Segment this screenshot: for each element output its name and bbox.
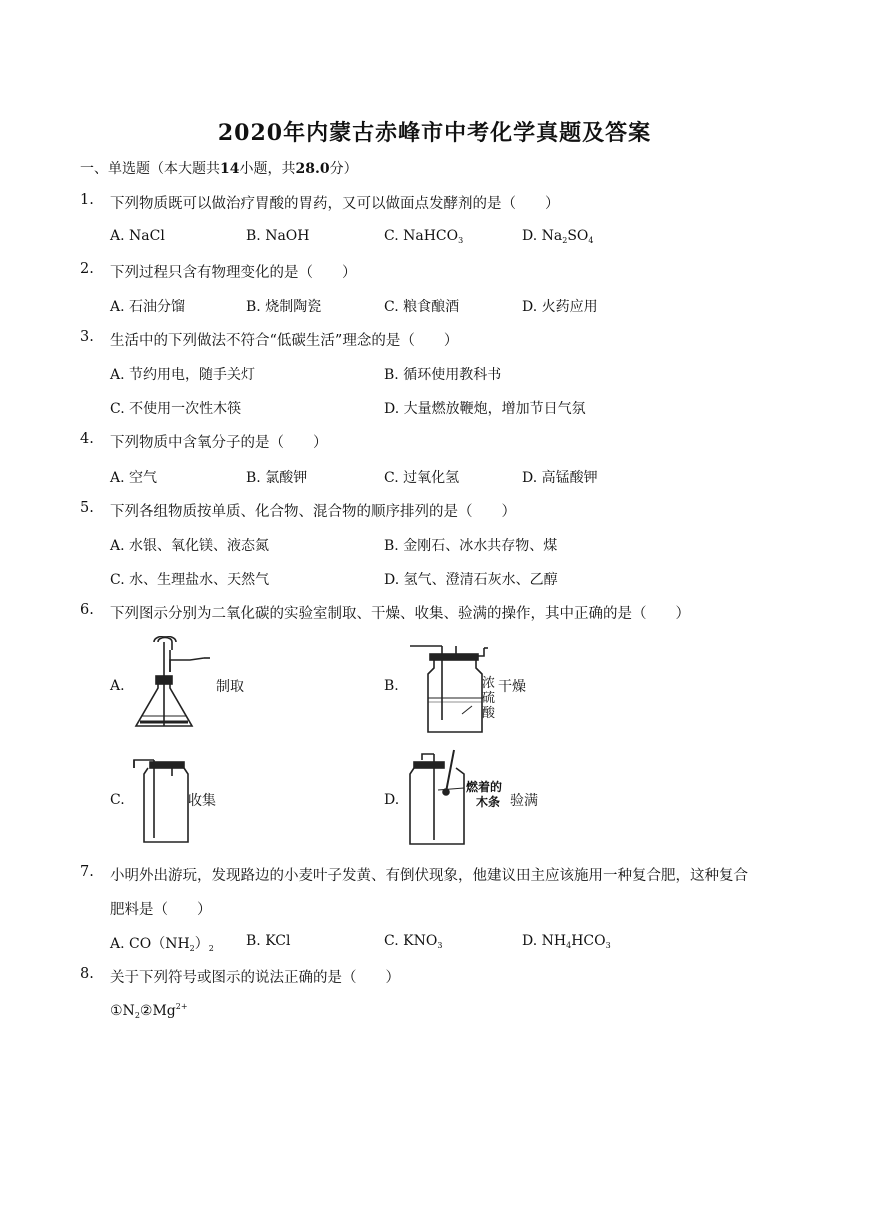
q1-option-c-sub: 3 [458, 236, 464, 245]
q7-option-a-text2: ） [194, 936, 209, 952]
q5-option-d: D. 氢气、澄清石灰水、乙醇 [384, 572, 558, 588]
q6-label-a: 制取 [216, 679, 244, 695]
q7-option-a [110, 933, 214, 953]
q1-option-c [384, 228, 463, 245]
q4-stem: 下列物质中含氧分子的是（ ） [110, 435, 328, 451]
q2-option-a: A. 石油分馏 [110, 299, 186, 315]
q7-number: 7. [80, 864, 94, 880]
q8-symbol-2: ②Mg [139, 1003, 176, 1019]
q4-option-c: C. 过氧化氢 [384, 470, 460, 486]
q7-stem-line1: 小明外出游玩，发现路边的小麦叶子发黄、有倒伏现象，他建议田主应该施用一种复合肥，这种复合 [110, 868, 748, 884]
burning-splint-label [466, 780, 502, 810]
q1-option-d-text2: SO [567, 228, 589, 244]
q1-number: 1. [80, 192, 94, 208]
acid-label-2: 硫 [482, 691, 496, 706]
q1-option-d [522, 228, 594, 245]
q2-stem: 下列过程只含有物理变化的是（ ） [110, 265, 357, 281]
q3-number: 3. [80, 329, 94, 345]
q8-symbol-1-sub: 2 [134, 1011, 140, 1020]
section-score: 28.0 [295, 161, 330, 177]
q7-option-d-sub2: 3 [605, 941, 611, 950]
section-mid: 小题，共 [239, 161, 296, 177]
q4-option-b: B. 氯酸钾 [246, 470, 308, 486]
page-title: 2020年内蒙古赤峰市中考化学真题及答案 [217, 120, 652, 146]
q8-stem: 关于下列符号或图示的说法正确的是（ ） [110, 970, 400, 986]
q2-number: 2. [80, 261, 94, 277]
q6-label-b: 干燥 [498, 679, 526, 695]
q7-option-b: B. KCl [246, 933, 291, 949]
q6-stem: 下列图示分别为二氧化碳的实验室制取、干燥、收集、验满的操作，其中正确的是（ ） [110, 606, 690, 622]
q5-option-b: B. 金刚石、冰水共存物、煤 [384, 538, 558, 554]
section-prefix: 一、单选题（本大题共 [80, 161, 220, 177]
q8-symbols [110, 1002, 188, 1020]
q7-option-c-sub: 3 [437, 941, 443, 950]
q8-number: 8. [80, 966, 94, 982]
section-suffix: 分） [329, 161, 358, 177]
acid-label-3: 酸 [482, 706, 496, 721]
q1-stem: 下列物质既可以做治疗胃酸的胃药，又可以做面点发酵剂的是（ ） [110, 196, 560, 212]
q6-number: 6. [80, 602, 94, 618]
q8-symbol-1: ①N [110, 1003, 135, 1019]
q7-option-d-text2: HCO [571, 933, 606, 949]
q3-option-d: D. 大量燃放鞭炮，增加节日气氛 [384, 401, 586, 417]
q6-option-c: C. [110, 792, 125, 808]
q5-option-c: C. 水、生理盐水、天然气 [110, 572, 270, 588]
q7-option-d-text: D. NH [522, 933, 567, 949]
q8-symbol-2-sup: 2+ [175, 1002, 188, 1011]
q4-number: 4. [80, 431, 94, 447]
splint-label-2: 木条 [476, 795, 501, 809]
gas-full-test-figure [404, 748, 474, 848]
q3-option-b: B. 循环使用教科书 [384, 367, 502, 383]
erlenmeyer-flask-figure [130, 636, 214, 736]
q5-stem: 下列各组物质按单质、化合物、混合物的顺序排列的是（ ） [110, 504, 516, 520]
q6-option-d: D. [384, 792, 400, 808]
q5-option-a: A. 水银、氧化镁、液态氮 [110, 538, 270, 554]
section-count: 14 [220, 161, 240, 177]
q1-option-d-sub1: 2 [562, 236, 568, 245]
q7-option-c [384, 933, 442, 950]
concentrated-sulfuric-acid-label [482, 676, 495, 721]
q7-option-a-sub2: 2 [208, 944, 214, 953]
q7-option-a-text: A. CO（NH [110, 936, 190, 952]
q1-option-c-text: C. NaHCO [384, 228, 459, 244]
q6-label-d: 验满 [510, 793, 538, 809]
q3-option-c: C. 不使用一次性木筷 [110, 401, 242, 417]
q7-option-c-text: C. KNO [384, 933, 438, 949]
q1-option-a: A. NaCl [110, 228, 165, 244]
q7-option-d-sub: 4 [566, 941, 572, 950]
q2-option-c: C. 粮食酿酒 [384, 299, 460, 315]
q2-option-b: B. 烧制陶瓷 [246, 299, 322, 315]
acid-label-1: 浓 [482, 676, 496, 691]
q1-option-d-sub2: 4 [588, 236, 594, 245]
q7-stem-line2: 肥料是（ ） [110, 902, 212, 918]
q1-option-b: B. NaOH [246, 228, 310, 244]
q5-number: 5. [80, 500, 94, 516]
q7-option-d [522, 933, 611, 950]
gas-collecting-bottle-figure [132, 752, 192, 848]
section-header [80, 158, 358, 178]
q6-option-b: B. [384, 678, 399, 694]
q1-option-d-text: D. Na [522, 228, 563, 244]
q6-option-a: A. [110, 678, 125, 694]
q4-option-d: D. 高锰酸钾 [522, 470, 598, 486]
q6-label-c: 收集 [188, 793, 216, 809]
q3-stem: 生活中的下列做法不符合“低碳生活”理念的是（ ） [110, 333, 459, 349]
splint-label-1: 燃着的 [466, 780, 503, 794]
q7-option-a-sub: 2 [189, 944, 195, 953]
q2-option-d: D. 火药应用 [522, 299, 598, 315]
q4-option-a: A. 空气 [110, 470, 158, 486]
q3-option-a: A. 节约用电，随手关灯 [110, 367, 256, 383]
